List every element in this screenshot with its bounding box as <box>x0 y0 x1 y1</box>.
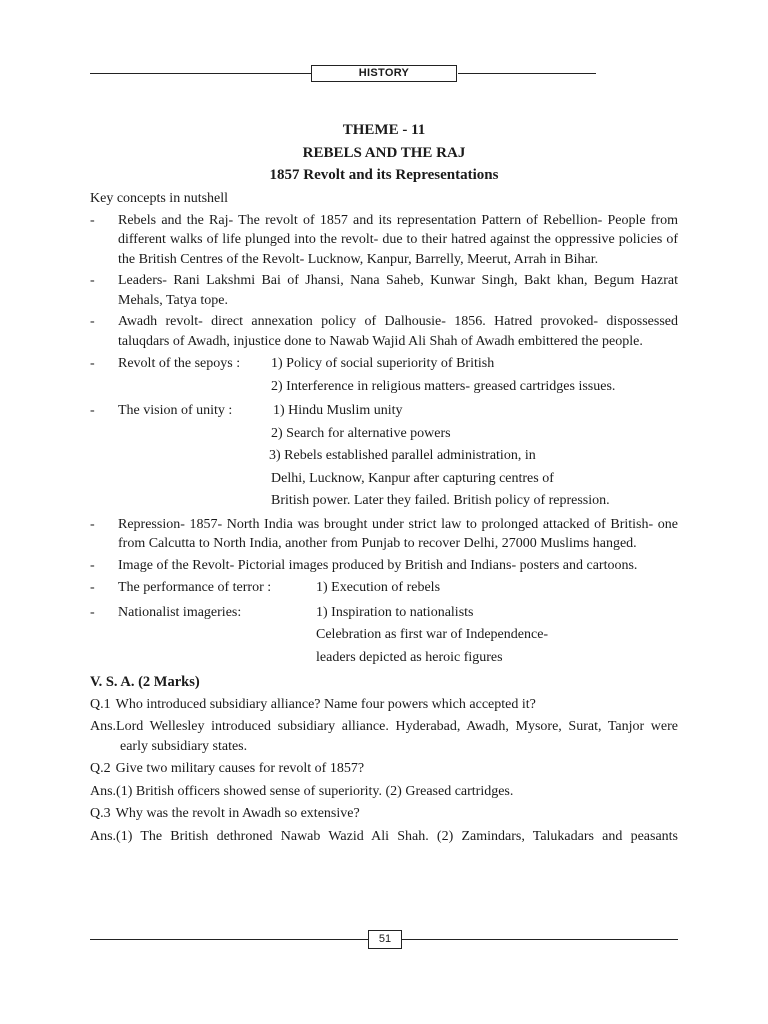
footer-rule-right <box>402 939 678 940</box>
bullet-dash: - <box>90 314 95 329</box>
question-number: Q.2 <box>90 761 111 776</box>
vsa-heading: V. S. A. (2 Marks) <box>90 674 200 690</box>
question-3 <box>90 804 678 824</box>
answer-1: Ans.Lord Wellesley introduced subsidiary alliance. Hyderabad, Awadh, Mysore, Surat, Tanjor were early subsidiary states. <box>90 719 678 754</box>
bullet-text: Awadh revolt- direct annexation policy of Dalhousie- 1856. Hatred provoked- dispossessed taluqdars of Awadh, injustice done to Nawab Wajid Ali Shah of Awadh embittered the people. <box>118 314 678 349</box>
bullet-dash: - <box>90 356 95 371</box>
terror-point-1: 1) Execution of rebels <box>316 580 441 595</box>
chapter-title: REBELS AND THE RAJ <box>302 145 466 161</box>
question-text: Give two military causes for revolt of 1857? <box>115 761 365 776</box>
nationalist-point-3: leaders depicted as heroic figures <box>316 649 503 665</box>
bullet-item <box>90 271 678 310</box>
unity-point-1: 1) Hindu Muslim unity <box>273 403 403 418</box>
bullet-text: Leaders- Rani Lakshmi Bai of Jhansi, Nana Saheb, Kunwar Singh, Bakt khan, Begum Hazrat Mehals, Tatya tope. <box>118 273 678 308</box>
bullet-item-unity <box>90 400 678 513</box>
bullet-item <box>90 312 678 351</box>
question-number: Q.3 <box>90 806 111 821</box>
chapter-subtitle: 1857 Revolt and its Representations <box>269 167 499 183</box>
bullet-text: Image of the Revolt- Pictorial images produced by British and Indians- posters and cartoons. <box>118 557 638 573</box>
theme-number: THEME - 11 <box>342 122 426 138</box>
bullet-item-terror <box>90 577 678 600</box>
bullet-dash: - <box>90 403 95 418</box>
header-rule-right <box>458 73 596 74</box>
question-number: Q.1 <box>90 696 111 712</box>
footer-rule-left <box>90 939 368 940</box>
header-rule-left <box>90 73 312 74</box>
bullet-dash: - <box>90 273 95 288</box>
page-number: 51 <box>368 930 402 949</box>
bullet-dash: - <box>90 557 95 573</box>
bullet-item-nationalist <box>90 602 678 670</box>
nationalist-point-2: Celebration as first war of Independence- <box>316 627 549 642</box>
unity-label: The vision of unity : <box>118 403 233 418</box>
bullet-dash: - <box>90 212 95 228</box>
bullet-item <box>90 211 678 270</box>
bullet-dash: - <box>90 516 95 532</box>
key-concepts-heading: Key concepts in nutshell <box>90 191 229 206</box>
bullet-dash: - <box>90 580 95 595</box>
bullet-item <box>90 515 678 554</box>
question-text: Why was the revolt in Awadh so extensive? <box>115 806 360 821</box>
unity-point-2: 2) Search for alternative powers <box>271 425 451 441</box>
sepoys-point-1: 1) Policy of social superiority of British <box>271 356 495 371</box>
sepoys-point-2: 2) Interference in religious matters- greased cartridges issues. <box>271 378 616 394</box>
header-label: HISTORY <box>311 65 457 82</box>
nationalist-label: Nationalist imageries: <box>118 604 242 620</box>
unity-point-3: 3) Rebels established parallel administration, in <box>269 448 536 463</box>
question-2 <box>90 759 678 779</box>
sepoys-label: Revolt of the sepoys : <box>118 356 241 371</box>
unity-point-4: Delhi, Lucknow, Kanpur after capturing centres of <box>271 470 554 486</box>
bullet-item-sepoys <box>90 353 678 398</box>
bullet-text: Rebels and the Raj- The revolt of 1857 and its representation Pattern of Rebellion- People from different walks of life plunged into the revolt- due to their hatred against the oppressive policies of the British Centres of the Revolt- Lucknow, Kanpur, Barrelly, Meerut, Arrah in Bihar. <box>118 212 678 267</box>
answer-2: Ans.(1) British officers showed sense of superiority. (2) Greased cartridges. <box>90 783 514 799</box>
terror-label: The performance of terror : <box>118 580 272 595</box>
question-text: Who introduced subsidiary alliance? Name four powers which accepted it? <box>115 696 536 712</box>
unity-point-5: British power. Later they failed. British policy of repression. <box>271 493 610 508</box>
bullet-dash: - <box>90 604 95 620</box>
question-1 <box>90 695 678 715</box>
answer-3: Ans.(1) The British dethroned Nawab Wazid Ali Shah. (2) Zamindars, Talukadars and peasants <box>90 828 678 844</box>
bullet-text: Repression- 1857- North India was brought under strict law to prolonged attacked of British- one from Calcutta to North India, another from Punjab to recover Delhi, 27000 Muslims hanged. <box>118 516 678 551</box>
nationalist-point-1: 1) Inspiration to nationalists <box>316 604 474 620</box>
content <box>90 189 678 849</box>
bullet-item <box>90 556 678 576</box>
